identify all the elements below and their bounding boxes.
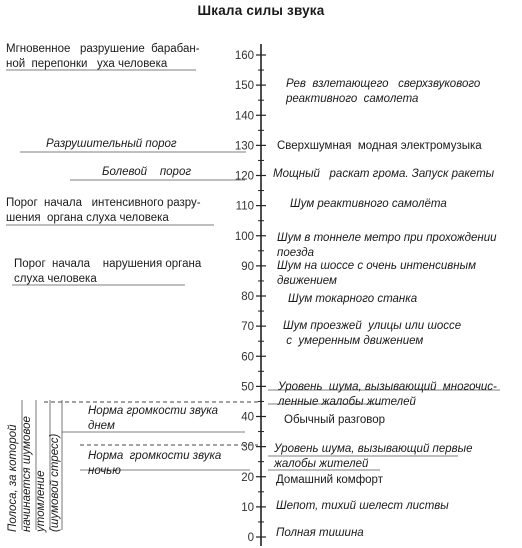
label-r10: Шепот, тихий шелест листвы [276,500,449,512]
tick-label-30: 30 [241,441,254,454]
tick-label-110: 110 [235,200,254,213]
tick-label-130: 130 [234,140,254,153]
tick-label-160: 160 [234,50,254,62]
label-r20: Домашний комфорт [276,474,383,486]
label-l28: Норма громкости звука ночью [88,450,222,477]
label-r30: Уровень шума, вызывающий первые жалобы жителей [274,443,473,470]
tick-label-20: 20 [241,471,254,484]
tick-label-50: 50 [241,381,254,394]
label-r70: Шум проезжей улицы или шоссе с умеренным движением [283,320,462,347]
tick-label-90: 90 [241,260,254,273]
tick-label-10: 10 [241,501,254,514]
tick-label-150: 150 [234,80,254,93]
tick-label-80: 80 [241,291,254,303]
label-r150: Рев взлетающего сверхзвукового реактивного самолета [286,78,481,105]
chart-title: Шкала силы звука [197,3,325,18]
label-l120: Болевой порог [102,166,192,178]
label-r100: Шум в тоннеле метро при прохождении поезда [277,232,497,259]
label-r80: Шум токарного станка [288,293,418,305]
tick-label-100: 100 [234,230,254,243]
label-l160: Мгновенное разрушение барабан- ной перепонки уха человека [6,43,200,70]
tick-label-140: 140 [234,110,254,123]
tick-label-0: 0 [247,532,254,544]
tick-label-60: 60 [241,351,254,364]
label-r110: Шум реактивного самолёта [290,198,447,210]
label-r40: Обычный разговор [284,414,386,426]
label-l90: Порог начала нарушения органа слуха человека [14,258,202,285]
label-r90: Шум на шоссе с очень интенсивным движением [277,260,476,287]
label-r50: Уровень шума, вызывающий многочис- ленные жалобы жителей [278,381,497,408]
label-r0: Полная тишина [276,527,364,539]
label-l110: Порог начала интенсивного разру- шения органа слуха человека [6,197,201,224]
tick-label-70: 70 [241,321,254,334]
label-r130: Сверхшумная модная электромузыка [277,140,482,152]
noise-stress-band-label: Полоса, за которой начинается шумовое утомление (шумовой стресс) [7,416,61,532]
tick-label-120: 120 [234,170,254,183]
tick-label-40: 40 [241,411,254,424]
label-l45: Норма громкости звука днем [88,405,219,432]
label-l130: Разрушительный порог [46,138,177,150]
label-r120: Мощный раскат грома. Запуск ракеты [273,168,495,180]
